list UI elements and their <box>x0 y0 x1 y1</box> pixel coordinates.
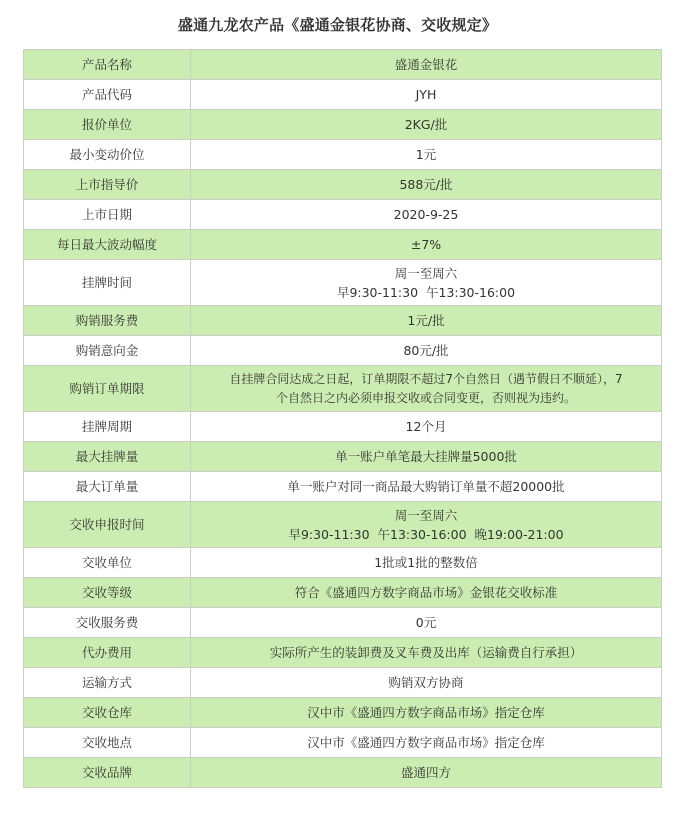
row-label: 产品名称 <box>24 50 191 80</box>
row-value-line: 盛通金银花 <box>394 57 458 72</box>
table-row <box>24 638 662 668</box>
row-value <box>191 50 662 80</box>
row-value-line: ±7% <box>410 237 442 252</box>
row-label: 挂牌时间 <box>24 260 191 306</box>
row-value-line: 早9:30-11:30 午13:30-16:00 晚19:00-21:00 <box>288 526 564 542</box>
row-label: 交收申报时间 <box>24 502 191 548</box>
row-value-line: 实际所产生的装卸费及叉车费及出库（运输费自行承担） <box>269 645 583 660</box>
row-label: 报价单位 <box>24 110 191 140</box>
table-row <box>24 502 662 548</box>
row-value <box>191 502 662 548</box>
row-value <box>191 110 662 140</box>
row-label: 代办费用 <box>24 638 191 668</box>
table-row <box>24 698 662 728</box>
spec-table <box>23 49 662 788</box>
row-value-line: 1批或1批的整数倍 <box>374 555 478 570</box>
table-row <box>24 200 662 230</box>
row-label: 最大挂牌量 <box>24 442 191 472</box>
row-label: 运输方式 <box>24 668 191 698</box>
row-value <box>191 638 662 668</box>
table-row <box>24 170 662 200</box>
row-value-line: 0元 <box>415 615 437 630</box>
row-value-line: 个自然日之内必须申报交收或合同变更，否则视为违约。 <box>275 390 576 405</box>
table-row <box>24 728 662 758</box>
row-value-line: 1元/批 <box>407 313 445 328</box>
table-row <box>24 306 662 336</box>
row-value <box>191 728 662 758</box>
table-row <box>24 140 662 170</box>
row-value <box>191 200 662 230</box>
row-label: 交收单位 <box>24 548 191 578</box>
row-value <box>191 230 662 260</box>
row-value <box>191 668 662 698</box>
row-label: 最大订单量 <box>24 472 191 502</box>
row-value <box>191 608 662 638</box>
row-label: 购销意向金 <box>24 336 191 366</box>
table-row <box>24 80 662 110</box>
row-value <box>191 442 662 472</box>
row-value-line: 12个月 <box>405 419 447 434</box>
row-value <box>191 140 662 170</box>
row-value-line: 符合《盛通四方数字商品市场》金银花交收标准 <box>294 585 558 600</box>
row-value-line: 汉中市《盛通四方数字商品市场》指定仓库 <box>307 705 545 720</box>
row-value <box>191 366 662 412</box>
row-value-line: 汉中市《盛通四方数字商品市场》指定仓库 <box>307 735 545 750</box>
row-value-line: 周一至周六 <box>394 265 458 281</box>
table-row <box>24 668 662 698</box>
table-row <box>24 412 662 442</box>
row-value <box>191 260 662 306</box>
table-row <box>24 548 662 578</box>
row-value <box>191 336 662 366</box>
table-row <box>24 472 662 502</box>
row-label: 每日最大波动幅度 <box>24 230 191 260</box>
row-value-line: 自挂牌合同达成之日起，订单期限不超过7个自然日（遇节假日不顺延），7 <box>229 371 623 386</box>
row-value <box>191 548 662 578</box>
table-row <box>24 442 662 472</box>
row-value-line: 购销双方协商 <box>388 675 464 690</box>
row-value-line: 早9:30-11:30 午13:30-16:00 <box>336 284 516 300</box>
row-value <box>191 80 662 110</box>
row-value-line: 盛通四方 <box>400 765 451 780</box>
row-label: 购销服务费 <box>24 306 191 336</box>
row-value-line: 80元/批 <box>403 343 449 358</box>
row-label: 产品代码 <box>24 80 191 110</box>
table-row <box>24 758 662 788</box>
row-value-line: 单一账户对同一商品最大购销订单量不超20000批 <box>287 479 565 494</box>
row-value-line: JYH <box>415 87 437 102</box>
table-row <box>24 230 662 260</box>
row-value-line: 周一至周六 <box>394 507 458 523</box>
row-label: 上市日期 <box>24 200 191 230</box>
row-value <box>191 472 662 502</box>
row-value-line: 588元/批 <box>399 177 453 192</box>
row-label: 交收品牌 <box>24 758 191 788</box>
row-label: 交收仓库 <box>24 698 191 728</box>
table-row <box>24 260 662 306</box>
page-title: 盛通九龙农产品《盛通金银花协商、交收规定》 <box>177 16 498 34</box>
table-row <box>24 50 662 80</box>
row-label: 最小变动价位 <box>24 140 191 170</box>
row-value <box>191 306 662 336</box>
row-value <box>191 170 662 200</box>
row-label: 交收等级 <box>24 578 191 608</box>
row-label: 交收地点 <box>24 728 191 758</box>
row-value-line: 2KG/批 <box>404 117 448 132</box>
table-row <box>24 110 662 140</box>
row-label: 挂牌周期 <box>24 412 191 442</box>
row-value <box>191 698 662 728</box>
table-row <box>24 608 662 638</box>
row-label: 交收服务费 <box>24 608 191 638</box>
table-row <box>24 336 662 366</box>
row-value-line: 1元 <box>415 147 437 162</box>
row-value-line: 2020-9-25 <box>393 207 459 222</box>
row-label: 购销订单期限 <box>24 366 191 412</box>
table-row <box>24 578 662 608</box>
row-label: 上市指导价 <box>24 170 191 200</box>
row-value <box>191 578 662 608</box>
row-value <box>191 758 662 788</box>
row-value-line: 单一账户单笔最大挂牌量5000批 <box>335 449 517 464</box>
table-row <box>24 366 662 412</box>
row-value <box>191 412 662 442</box>
